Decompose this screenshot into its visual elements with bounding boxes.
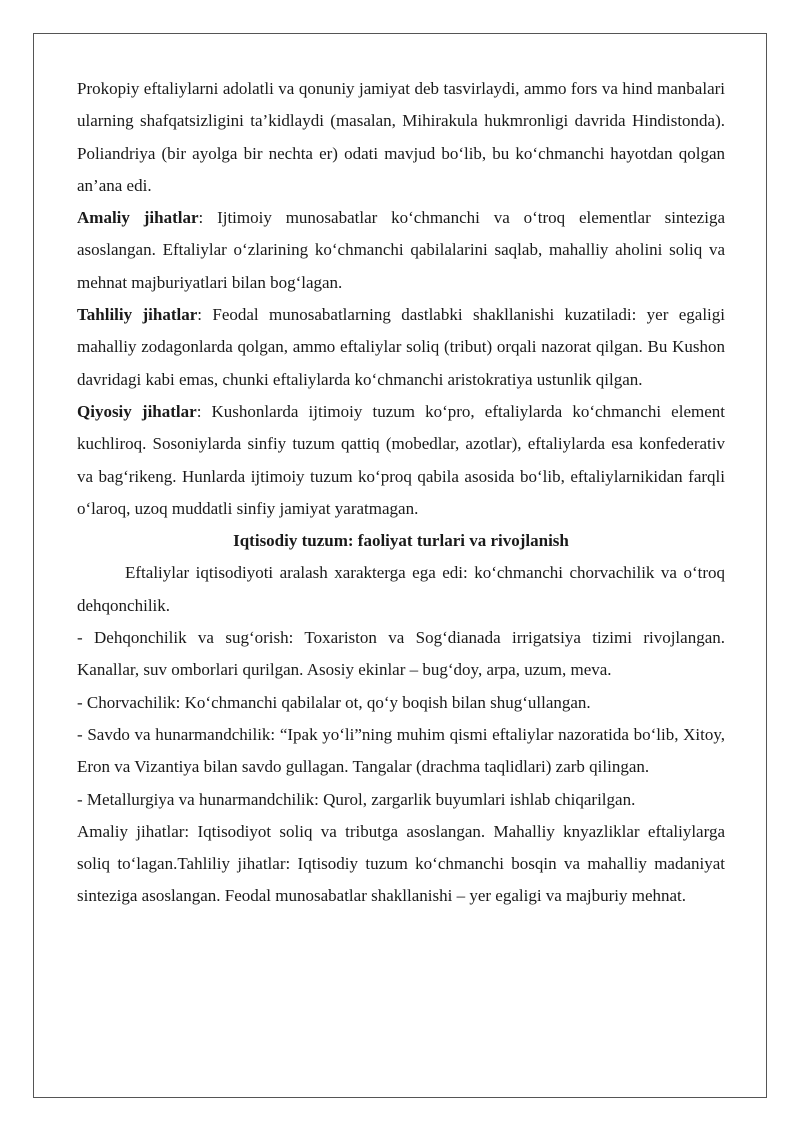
paragraph-qiyosiy-jihatlar [77, 396, 725, 525]
paragraph-text: : Feodal munosabatlarning dastlabki shakllanishi kuzatiladi: yer egaligi mahalliy zodagonlarda qolgan, ammo eftaliylar soliq (tribut) orqali nazorat qilgan. Bu Kushon davridagi kabi emas, chunki eftaliylarda ko‘chmanchi aristokratiya ustunlik qilgan. [77, 305, 725, 389]
document-body [77, 73, 725, 913]
paragraph-label: Tahliliy jihatlar [77, 305, 198, 325]
paragraph-tahliliy-jihatlar [77, 299, 725, 396]
list-item-chorvachilik: - Chorvachilik: Ko‘chmanchi qabilalar ot, qo‘y boqish bilan shug‘ullangan. [77, 692, 591, 712]
paragraph-iqtisodiyot-intro: Eftaliylar iqtisodiyoti aralash xarakterga ega edi: ko‘chmanchi chorvachilik va o‘troq dehqonchilik. [77, 563, 725, 615]
paragraph-text: : Ijtimoiy munosabatlar ko‘chmanchi va o‘troq elementlar sinteziga asoslangan. Eftaliylar o‘zlarining ko‘chmanchi qabilalarini saqlab, mahalliy aholini soliq va mehnat majburiyatlari bilan bog‘lagan. [77, 208, 725, 292]
paragraph-amaliy-tahliliy: Amaliy jihatlar: Iqtisodiyot soliq va tributga asoslangan. Mahalliy knyazliklar eftaliylarga soliq to‘lagan.Tahliliy jihatlar: Iqtisodiy tuzum ko‘chmanchi bosqin va mahalliy madaniyat sinteziga asoslangan. Feodal munosabatlar shakllanishi – yer egaligi va majburiy mehnat. [77, 821, 725, 906]
paragraph-label: Amaliy jihatlar [77, 208, 199, 228]
list-item-savdo: - Savdo va hunarmandchilik: “Ipak yo‘li”ning muhim qismi eftaliylar nazoratida bo‘lib, Xitoy, Eron va Vizantiya bilan savdo gullagan. Tangalar (drachma taqlidlari) zarb qilingan. [77, 724, 725, 777]
paragraph-text: : Kushonlarda ijtimoiy tuzum ko‘pro, eftaliylarda ko‘chmanchi element kuchliroq. Sosoniylarda sinfiy tuzum qattiq (mobedlar, azotlar), eftaliylarda esa konfederativ va bag‘rikeng. Hunlarda ijtimoiy tuzum ko‘proq qabila asosida bo‘lib, eftaliylarnikidan farqli o‘laroq, uzoq muddatli sinfiy jamiyat yaratmagan. [77, 401, 725, 518]
paragraph-amaliy-jihatlar [77, 202, 725, 299]
list-item-dehqonchilik: - Dehqonchilik va sug‘orish: Toxariston va Sog‘dianada irrigatsiya tizimi rivojlangan. Kanallar, suv omborlari qurilgan. Asosiy ekinlar – bug‘doy, arpa, uzum, meva. [77, 628, 725, 680]
paragraph-prokopiy: Prokopiy eftaliylarni adolatli va qonuniy jamiyat deb tasvirlaydi, ammo fors va hind manbalari ularning shafqatsizligini ta’kidlaydi (masalan, Mihirakula hukmronligi davrida Hindistonda). Poliandriya (bir ayolga bir nechta er) odati mavjud bo‘lib, bu ko‘chmanchi hayotdan qolgan an’ana edi. [77, 79, 725, 195]
paragraph-label: Qiyosiy jihatlar [77, 401, 197, 421]
section-heading: Iqtisodiy tuzum: faoliyat turlari va rivojlanish [233, 531, 569, 551]
list-item-metallurgiya: - Metallurgiya va hunarmandchilik: Qurol, zargarlik buyumlari ishlab chiqarilgan. [77, 789, 636, 809]
